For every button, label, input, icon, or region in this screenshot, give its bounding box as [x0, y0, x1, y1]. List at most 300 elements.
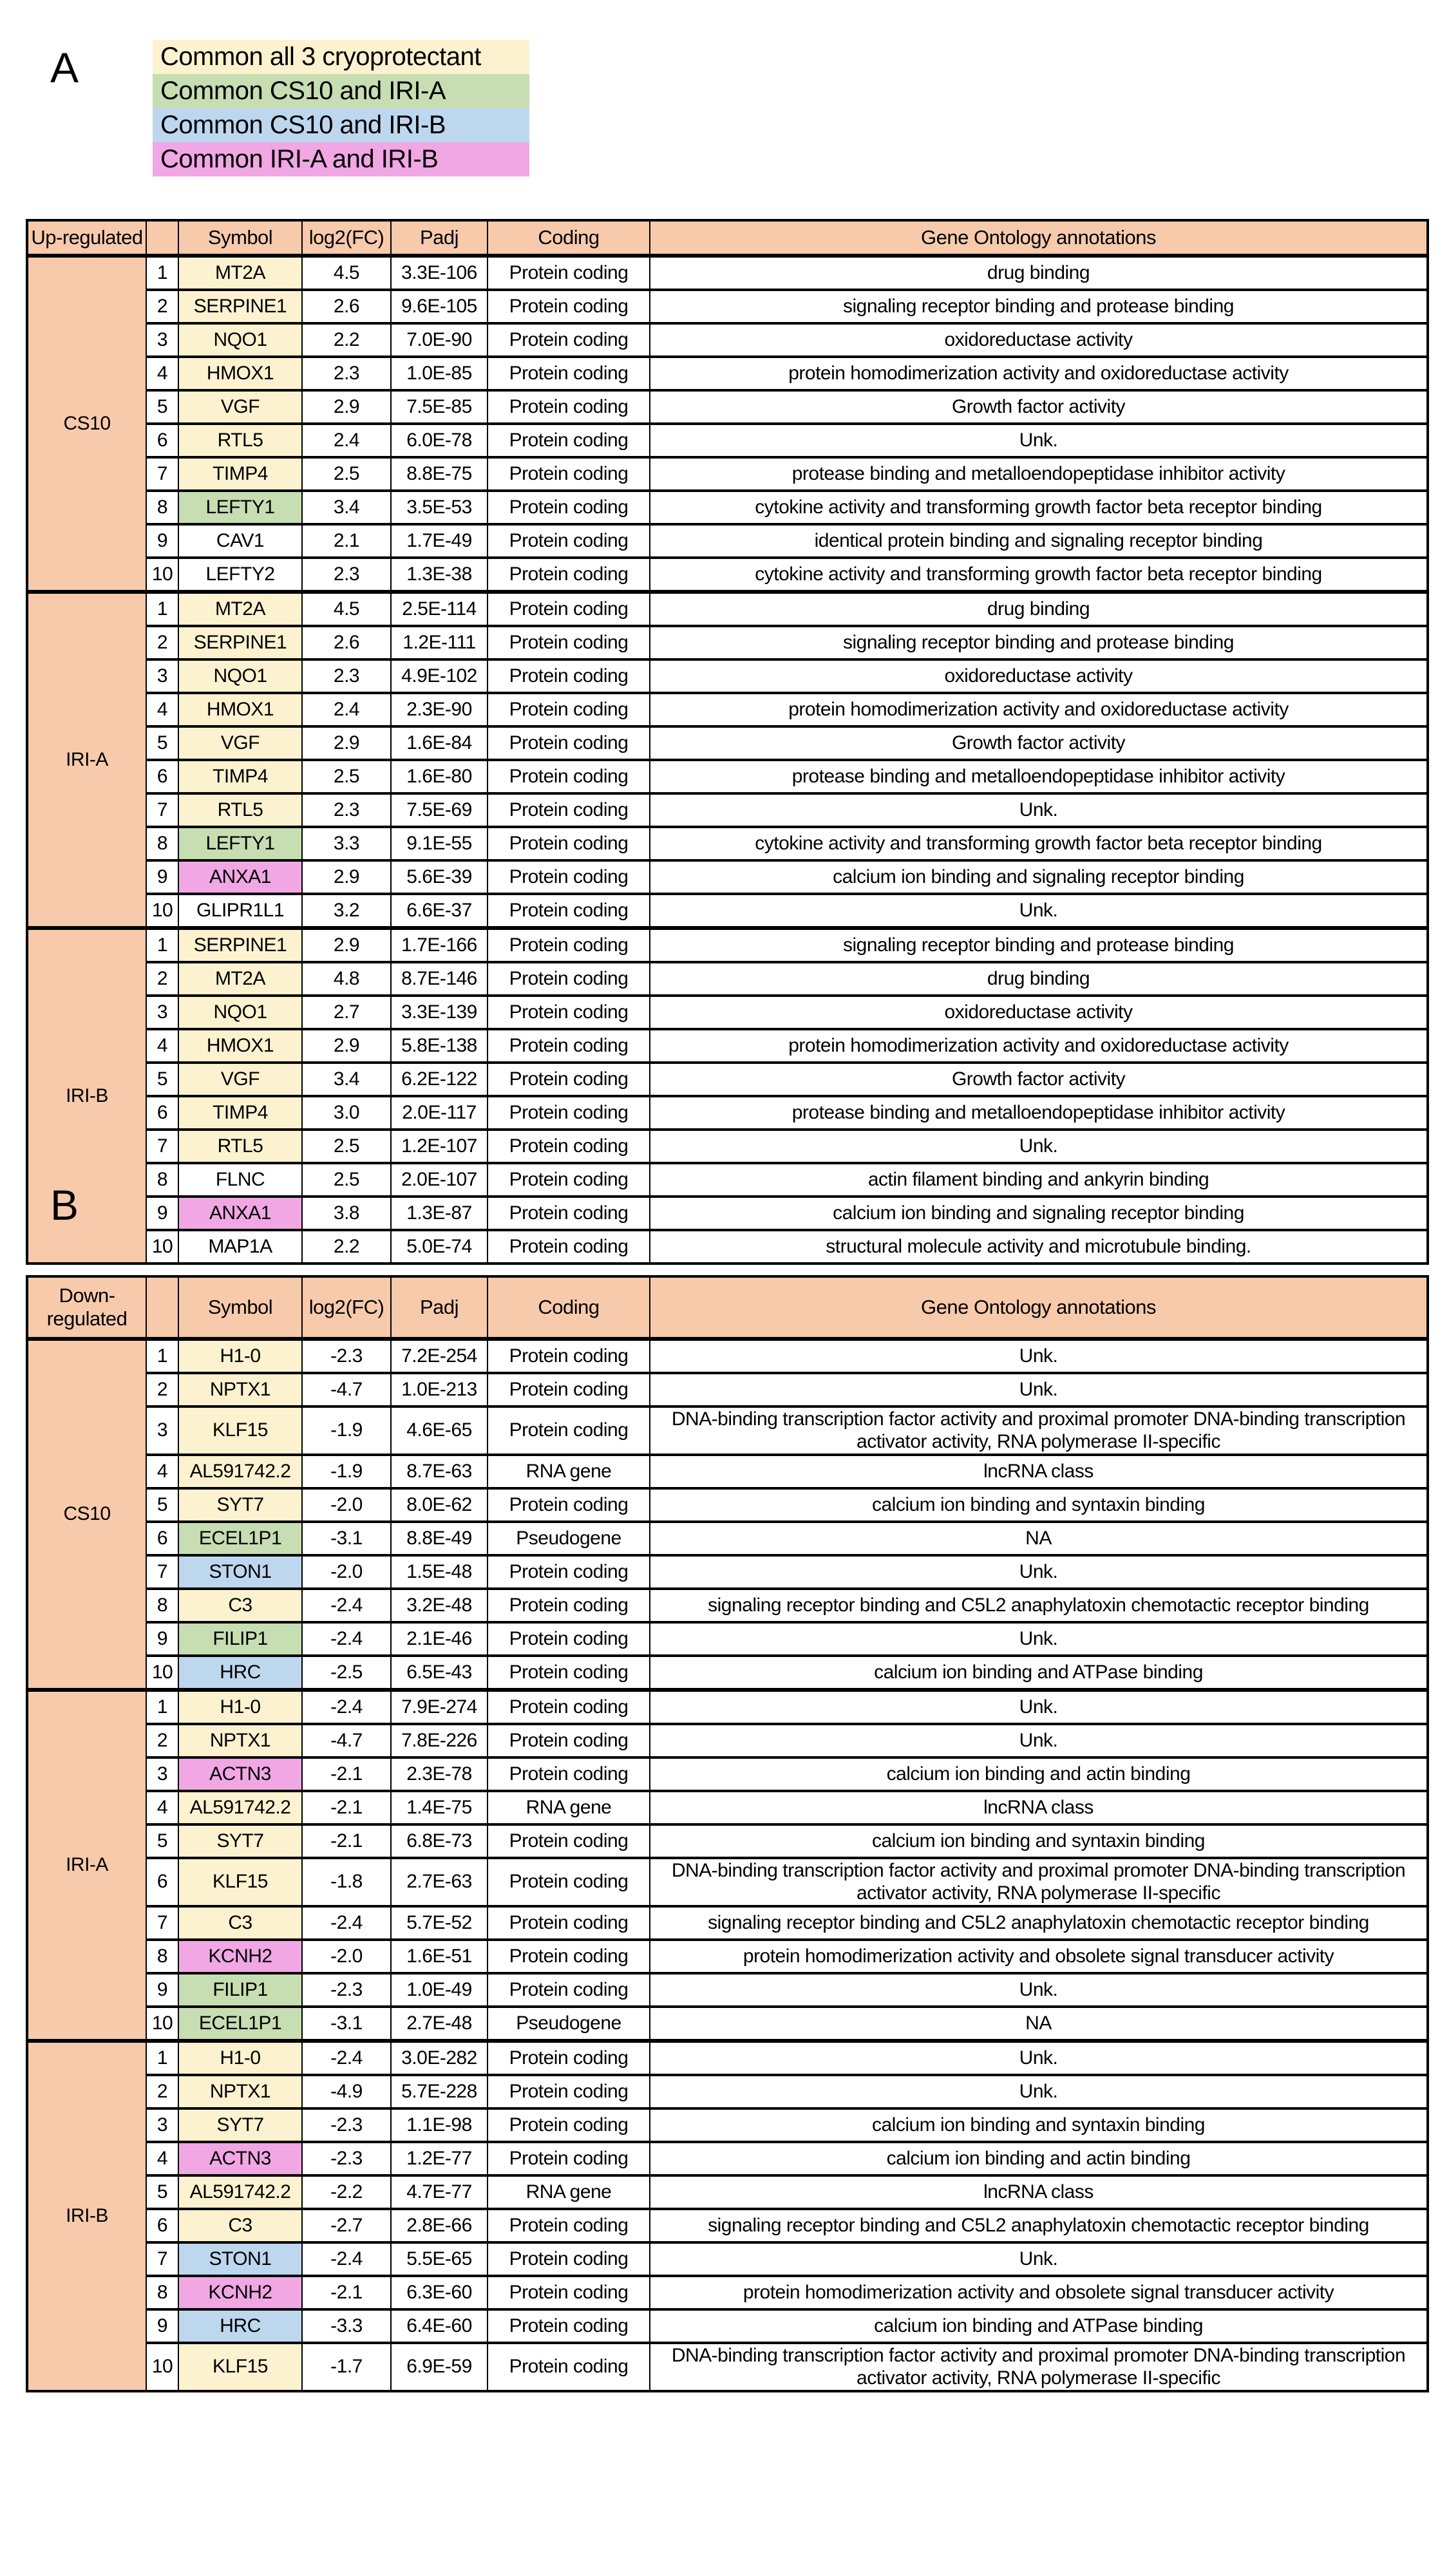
go-annotation-cell: protease binding and metalloendopeptidase inhibitor activity	[650, 1096, 1428, 1130]
table-row	[27, 2075, 1428, 2108]
table-row	[27, 2108, 1428, 2142]
coding-cell: Protein coding	[488, 2209, 650, 2242]
log2fc-cell: 3.3	[302, 827, 391, 860]
group-label-iri-b: IRI-B	[27, 2041, 146, 2391]
rank-cell: 7	[146, 1555, 178, 1589]
log2fc-cell: -2.4	[302, 2242, 391, 2276]
rank-cell: 8	[146, 1940, 178, 1973]
padj-cell: 6.5E-43	[391, 1656, 488, 1690]
table-row	[27, 1488, 1428, 1522]
log2fc-cell: -1.7	[302, 2343, 391, 2391]
go-annotation-cell: protein homodimerization activity and oxidoreductase activity	[650, 1029, 1428, 1063]
log2fc-cell: 2.2	[302, 1230, 391, 1264]
coding-cell: Protein coding	[488, 592, 650, 626]
coding-cell: Protein coding	[488, 1690, 650, 1724]
rank-cell: 6	[146, 1522, 178, 1555]
go-annotation-cell: Growth factor activity	[650, 1063, 1428, 1096]
padj-cell: 1.0E-49	[391, 1973, 488, 2007]
rank-cell: 10	[146, 894, 178, 928]
coding-cell: Protein coding	[488, 1339, 650, 1373]
log2fc-cell: -2.1	[302, 1757, 391, 1791]
padj-cell: 2.8E-66	[391, 2209, 488, 2242]
log2fc-cell: 2.9	[302, 1029, 391, 1063]
rank-cell: 7	[146, 1906, 178, 1940]
rank-cell: 9	[146, 2309, 178, 2343]
symbol-cell: NQO1	[178, 659, 302, 693]
rank-cell: 3	[146, 2108, 178, 2142]
padj-cell: 1.2E-111	[391, 626, 488, 659]
coding-cell: Protein coding	[488, 524, 650, 558]
table-row	[27, 894, 1428, 928]
padj-cell: 6.2E-122	[391, 1063, 488, 1096]
padj-cell: 6.8E-73	[391, 1824, 488, 1858]
rank-cell: 8	[146, 827, 178, 860]
rank-cell: 5	[146, 1063, 178, 1096]
padj-cell: 3.3E-106	[391, 256, 488, 290]
log2fc-cell: 2.9	[302, 928, 391, 962]
log2fc-cell: -2.1	[302, 1791, 391, 1824]
rank-cell: 5	[146, 1824, 178, 1858]
coding-cell: Protein coding	[488, 1622, 650, 1656]
rank-cell: 2	[146, 2075, 178, 2108]
table-title-up-regulated: Up-regulated	[27, 220, 146, 256]
go-annotation-cell: identical protein binding and signaling receptor binding	[650, 524, 1428, 558]
padj-cell: 3.2E-48	[391, 1589, 488, 1622]
log2fc-cell: 2.2	[302, 323, 391, 357]
padj-cell: 1.4E-75	[391, 1791, 488, 1824]
log2fc-cell: -2.4	[302, 2041, 391, 2075]
symbol-cell: STON1	[178, 2242, 302, 2276]
table-row	[27, 1791, 1428, 1824]
log2fc-cell: -2.3	[302, 1973, 391, 2007]
rank-cell: 9	[146, 524, 178, 558]
column-header-symbol: Symbol	[178, 220, 302, 256]
padj-cell: 5.7E-52	[391, 1906, 488, 1940]
coding-cell: Protein coding	[488, 1906, 650, 1940]
symbol-cell: VGF	[178, 726, 302, 760]
log2fc-cell: -2.1	[302, 1824, 391, 1858]
coding-cell: Protein coding	[488, 424, 650, 457]
log2fc-cell: 2.3	[302, 357, 391, 390]
log2fc-cell: 2.6	[302, 290, 391, 323]
table-row	[27, 1906, 1428, 1940]
panel-b-label: B	[50, 1181, 79, 1229]
log2fc-cell: 2.5	[302, 457, 391, 491]
rank-cell: 1	[146, 928, 178, 962]
symbol-cell: MT2A	[178, 256, 302, 290]
log2fc-cell: 2.9	[302, 726, 391, 760]
log2fc-cell: -4.7	[302, 1373, 391, 1406]
go-annotation-cell: Unk.	[650, 1690, 1428, 1724]
log2fc-cell: -1.9	[302, 1455, 391, 1488]
column-header-padj: Padj	[391, 220, 488, 256]
table-row	[27, 793, 1428, 827]
table-row	[27, 1757, 1428, 1791]
log2fc-cell: -2.4	[302, 1622, 391, 1656]
go-annotation-cell: protease binding and metalloendopeptidase inhibitor activity	[650, 457, 1428, 491]
rank-cell: 3	[146, 1757, 178, 1791]
group-label-cs10: CS10	[27, 256, 146, 592]
padj-cell: 8.0E-62	[391, 1488, 488, 1522]
padj-cell: 5.8E-138	[391, 1029, 488, 1063]
go-annotation-cell: protease binding and metalloendopeptidase inhibitor activity	[650, 760, 1428, 793]
padj-cell: 2.5E-114	[391, 592, 488, 626]
rank-cell: 5	[146, 390, 178, 424]
go-annotation-cell: Unk.	[650, 424, 1428, 457]
padj-cell: 8.8E-75	[391, 457, 488, 491]
symbol-cell: RTL5	[178, 793, 302, 827]
go-annotation-cell: actin filament binding and ankyrin binding	[650, 1163, 1428, 1197]
rank-cell: 2	[146, 626, 178, 659]
go-annotation-cell: Unk.	[650, 1555, 1428, 1589]
padj-cell: 7.0E-90	[391, 323, 488, 357]
symbol-cell: SERPINE1	[178, 626, 302, 659]
log2fc-cell: 2.5	[302, 1163, 391, 1197]
log2fc-cell: 3.8	[302, 1197, 391, 1230]
go-annotation-cell: calcium ion binding and syntaxin binding	[650, 2108, 1428, 2142]
go-annotation-cell: NA	[650, 2007, 1428, 2041]
go-annotation-cell: signaling receptor binding and protease binding	[650, 928, 1428, 962]
rank-column-header	[146, 1276, 178, 1339]
padj-cell: 1.2E-107	[391, 1130, 488, 1163]
go-annotation-cell: oxidoreductase activity	[650, 323, 1428, 357]
table-row	[27, 2276, 1428, 2309]
down-regulated-table	[26, 1275, 1429, 2392]
table-row	[27, 2343, 1428, 2391]
coding-cell: Protein coding	[488, 996, 650, 1029]
coding-cell: Protein coding	[488, 1940, 650, 1973]
coding-cell: Protein coding	[488, 290, 650, 323]
legend-item-all3	[153, 40, 529, 74]
go-annotation-cell: protein homodimerization activity and obsolete signal transducer activity	[650, 1940, 1428, 1973]
table-row	[27, 2142, 1428, 2175]
symbol-cell: SYT7	[178, 1488, 302, 1522]
coding-cell: Protein coding	[488, 1656, 650, 1690]
go-annotation-cell: drug binding	[650, 592, 1428, 626]
coding-cell: Pseudogene	[488, 2007, 650, 2041]
go-annotation-cell: NA	[650, 1522, 1428, 1555]
log2fc-cell: -2.3	[302, 2108, 391, 2142]
padj-cell: 5.5E-65	[391, 2242, 488, 2276]
padj-cell: 1.6E-84	[391, 726, 488, 760]
table-row	[27, 357, 1428, 390]
rank-cell: 10	[146, 1230, 178, 1264]
rank-cell: 9	[146, 1197, 178, 1230]
log2fc-cell: -1.9	[302, 1406, 391, 1455]
go-annotation-cell: DNA-binding transcription factor activity and proximal promoter DNA-binding transcription activator activity, RNA polymerase II-specific	[650, 1406, 1428, 1455]
log2fc-cell: -2.7	[302, 2209, 391, 2242]
symbol-cell: KCNH2	[178, 2276, 302, 2309]
symbol-cell: ANXA1	[178, 860, 302, 894]
legend-item-iria_irib	[153, 142, 529, 176]
rank-cell: 4	[146, 1029, 178, 1063]
symbol-cell: SYT7	[178, 2108, 302, 2142]
rank-cell: 10	[146, 2007, 178, 2041]
rank-cell: 5	[146, 726, 178, 760]
rank-cell: 7	[146, 2242, 178, 2276]
padj-cell: 4.7E-77	[391, 2175, 488, 2209]
padj-cell: 5.0E-74	[391, 1230, 488, 1264]
symbol-cell: STON1	[178, 1555, 302, 1589]
rank-cell: 7	[146, 793, 178, 827]
rank-cell: 2	[146, 1373, 178, 1406]
table-row	[27, 457, 1428, 491]
rank-cell: 7	[146, 1130, 178, 1163]
symbol-cell: ECEL1P1	[178, 1522, 302, 1555]
padj-cell: 1.1E-98	[391, 2108, 488, 2142]
table-row	[27, 1197, 1428, 1230]
log2fc-cell: 3.4	[302, 491, 391, 524]
go-annotation-cell: drug binding	[650, 256, 1428, 290]
table-row	[27, 1656, 1428, 1690]
log2fc-cell: 3.2	[302, 894, 391, 928]
symbol-cell: C3	[178, 2209, 302, 2242]
rank-cell: 2	[146, 1724, 178, 1757]
symbol-cell: MT2A	[178, 592, 302, 626]
coding-cell: Protein coding	[488, 1406, 650, 1455]
coding-cell: Protein coding	[488, 1589, 650, 1622]
coding-cell: Protein coding	[488, 1858, 650, 1906]
padj-cell: 1.2E-77	[391, 2142, 488, 2175]
log2fc-cell: -4.7	[302, 1724, 391, 1757]
symbol-cell: TIMP4	[178, 457, 302, 491]
coding-cell: Protein coding	[488, 457, 650, 491]
padj-cell: 3.3E-139	[391, 996, 488, 1029]
go-annotation-cell: signaling receptor binding and protease binding	[650, 626, 1428, 659]
table-row	[27, 2041, 1428, 2075]
go-annotation-cell: calcium ion binding and signaling receptor binding	[650, 1197, 1428, 1230]
table-row	[27, 1163, 1428, 1197]
column-header-padj: Padj	[391, 1276, 488, 1339]
table-row	[27, 827, 1428, 860]
group-label-iri-b: IRI-B	[27, 928, 146, 1264]
symbol-cell: ACTN3	[178, 2142, 302, 2175]
rank-cell: 2	[146, 962, 178, 996]
column-header-coding: Coding	[488, 220, 650, 256]
coding-cell: Protein coding	[488, 2276, 650, 2309]
rank-cell: 1	[146, 256, 178, 290]
table-row	[27, 491, 1428, 524]
table-row	[27, 1940, 1428, 1973]
table-header-row	[27, 1276, 1428, 1339]
padj-cell: 7.8E-226	[391, 1724, 488, 1757]
table-row	[27, 1455, 1428, 1488]
group-label-cs10: CS10	[27, 1339, 146, 1690]
log2fc-cell: 2.5	[302, 760, 391, 793]
padj-cell: 4.6E-65	[391, 1406, 488, 1455]
padj-cell: 2.0E-117	[391, 1096, 488, 1130]
log2fc-cell: 2.9	[302, 390, 391, 424]
rank-cell: 1	[146, 1339, 178, 1373]
coding-cell: Protein coding	[488, 2108, 650, 2142]
table-row	[27, 1589, 1428, 1622]
symbol-cell: CAV1	[178, 524, 302, 558]
padj-cell: 1.3E-38	[391, 558, 488, 592]
coding-cell: Protein coding	[488, 894, 650, 928]
log2fc-cell: 4.5	[302, 256, 391, 290]
table-row	[27, 996, 1428, 1029]
padj-cell: 5.6E-39	[391, 860, 488, 894]
coding-cell: Protein coding	[488, 1824, 650, 1858]
column-header-symbol: Symbol	[178, 1276, 302, 1339]
log2fc-cell: 4.8	[302, 962, 391, 996]
symbol-cell: ECEL1P1	[178, 2007, 302, 2041]
coding-cell: Protein coding	[488, 1130, 650, 1163]
table-row	[27, 1373, 1428, 1406]
padj-cell: 1.7E-166	[391, 928, 488, 962]
padj-cell: 8.7E-146	[391, 962, 488, 996]
coding-cell: Protein coding	[488, 2242, 650, 2276]
go-annotation-cell: calcium ion binding and actin binding	[650, 2142, 1428, 2175]
table-row	[27, 1339, 1428, 1373]
coding-cell: Protein coding	[488, 1757, 650, 1791]
coding-cell: Protein coding	[488, 323, 650, 357]
table-row	[27, 860, 1428, 894]
symbol-cell: C3	[178, 1906, 302, 1940]
table-row	[27, 323, 1428, 357]
legend-item-label: Common CS10 and IRI-A	[160, 77, 446, 105]
go-annotation-cell: protein homodimerization activity and oxidoreductase activity	[650, 693, 1428, 726]
symbol-cell: KCNH2	[178, 1940, 302, 1973]
log2fc-cell: -2.5	[302, 1656, 391, 1690]
log2fc-cell: 2.7	[302, 996, 391, 1029]
log2fc-cell: 3.4	[302, 1063, 391, 1096]
coding-cell: Protein coding	[488, 693, 650, 726]
symbol-cell: TIMP4	[178, 760, 302, 793]
table-row	[27, 1063, 1428, 1096]
coding-cell: Protein coding	[488, 726, 650, 760]
table-row	[27, 760, 1428, 793]
log2fc-cell: -3.1	[302, 1522, 391, 1555]
go-annotation-cell: Growth factor activity	[650, 726, 1428, 760]
table-row	[27, 1522, 1428, 1555]
symbol-cell: KLF15	[178, 1858, 302, 1906]
group-label-iri-a: IRI-A	[27, 1690, 146, 2041]
log2fc-cell: 4.5	[302, 592, 391, 626]
coding-cell: Protein coding	[488, 1488, 650, 1522]
table-row	[27, 626, 1428, 659]
padj-cell: 6.4E-60	[391, 2309, 488, 2343]
padj-cell: 1.0E-213	[391, 1373, 488, 1406]
rank-cell: 8	[146, 491, 178, 524]
coding-cell: Protein coding	[488, 626, 650, 659]
rank-cell: 10	[146, 2343, 178, 2391]
go-annotation-cell: Unk.	[650, 2242, 1428, 2276]
coding-cell: Protein coding	[488, 2142, 650, 2175]
symbol-cell: FILIP1	[178, 1622, 302, 1656]
table-row	[27, 2209, 1428, 2242]
log2fc-cell: -2.3	[302, 2142, 391, 2175]
symbol-cell: NPTX1	[178, 2075, 302, 2108]
symbol-cell: HMOX1	[178, 1029, 302, 1063]
symbol-cell: FILIP1	[178, 1973, 302, 2007]
go-annotation-cell: calcium ion binding and signaling receptor binding	[650, 860, 1428, 894]
go-annotation-cell: calcium ion binding and syntaxin binding	[650, 1488, 1428, 1522]
coding-cell: Protein coding	[488, 1724, 650, 1757]
symbol-cell: NQO1	[178, 323, 302, 357]
rank-cell: 3	[146, 323, 178, 357]
go-annotation-cell: signaling receptor binding and C5L2 anaphylatoxin chemotactic receptor binding	[650, 1906, 1428, 1940]
rank-cell: 4	[146, 1791, 178, 1824]
table-row	[27, 726, 1428, 760]
coding-cell: Protein coding	[488, 491, 650, 524]
rank-cell: 3	[146, 996, 178, 1029]
coding-cell: RNA gene	[488, 1791, 650, 1824]
table-row	[27, 962, 1428, 996]
symbol-cell: SYT7	[178, 1824, 302, 1858]
log2fc-cell: 2.6	[302, 626, 391, 659]
log2fc-cell: -2.3	[302, 1339, 391, 1373]
rank-cell: 6	[146, 760, 178, 793]
go-annotation-cell: Unk.	[650, 1130, 1428, 1163]
go-annotation-cell: Unk.	[650, 1973, 1428, 2007]
padj-cell: 1.0E-85	[391, 357, 488, 390]
padj-cell: 4.9E-102	[391, 659, 488, 693]
symbol-cell: ANXA1	[178, 1197, 302, 1230]
symbol-cell: RTL5	[178, 1130, 302, 1163]
padj-cell: 7.5E-85	[391, 390, 488, 424]
table-row	[27, 1130, 1428, 1163]
coding-cell: Protein coding	[488, 357, 650, 390]
symbol-cell: NPTX1	[178, 1373, 302, 1406]
log2fc-cell: -4.9	[302, 2075, 391, 2108]
symbol-cell: MAP1A	[178, 1230, 302, 1264]
table-row	[27, 1858, 1428, 1906]
go-annotation-cell: cytokine activity and transforming growth factor beta receptor binding	[650, 558, 1428, 592]
symbol-cell: H1-0	[178, 1339, 302, 1373]
table-row	[27, 1724, 1428, 1757]
table-row	[27, 1973, 1428, 2007]
coding-cell: Protein coding	[488, 659, 650, 693]
log2fc-cell: -2.4	[302, 1690, 391, 1724]
log2fc-cell: -2.4	[302, 1906, 391, 1940]
table-row	[27, 592, 1428, 626]
table-row	[27, 2242, 1428, 2276]
symbol-cell: LEFTY2	[178, 558, 302, 592]
padj-cell: 3.5E-53	[391, 491, 488, 524]
log2fc-cell: 3.0	[302, 1096, 391, 1130]
symbol-cell: TIMP4	[178, 1096, 302, 1130]
padj-cell: 2.3E-78	[391, 1757, 488, 1791]
table-row	[27, 1555, 1428, 1589]
rank-cell: 4	[146, 2142, 178, 2175]
table-row	[27, 524, 1428, 558]
log2fc-cell: 2.4	[302, 693, 391, 726]
go-annotation-cell: calcium ion binding and actin binding	[650, 1757, 1428, 1791]
symbol-cell: LEFTY1	[178, 491, 302, 524]
go-annotation-cell: Unk.	[650, 1724, 1428, 1757]
go-annotation-cell: protein homodimerization activity and oxidoreductase activity	[650, 357, 1428, 390]
padj-cell: 2.1E-46	[391, 1622, 488, 1656]
padj-cell: 8.8E-49	[391, 1522, 488, 1555]
coding-cell: Protein coding	[488, 2343, 650, 2391]
legend-item-label: Common IRI-A and IRI-B	[160, 145, 439, 173]
rank-cell: 9	[146, 1973, 178, 2007]
symbol-cell: H1-0	[178, 2041, 302, 2075]
coding-cell: Protein coding	[488, 1029, 650, 1063]
symbol-cell: AL591742.2	[178, 2175, 302, 2209]
padj-cell: 7.5E-69	[391, 793, 488, 827]
log2fc-cell: -2.0	[302, 1488, 391, 1522]
go-annotation-cell: cytokine activity and transforming growth factor beta receptor binding	[650, 827, 1428, 860]
go-annotation-cell: signaling receptor binding and protease binding	[650, 290, 1428, 323]
log2fc-cell: 2.3	[302, 659, 391, 693]
go-annotation-cell: cytokine activity and transforming growth factor beta receptor binding	[650, 491, 1428, 524]
padj-cell: 6.6E-37	[391, 894, 488, 928]
symbol-cell: HMOX1	[178, 357, 302, 390]
symbol-cell: SERPINE1	[178, 928, 302, 962]
coding-cell: Protein coding	[488, 928, 650, 962]
